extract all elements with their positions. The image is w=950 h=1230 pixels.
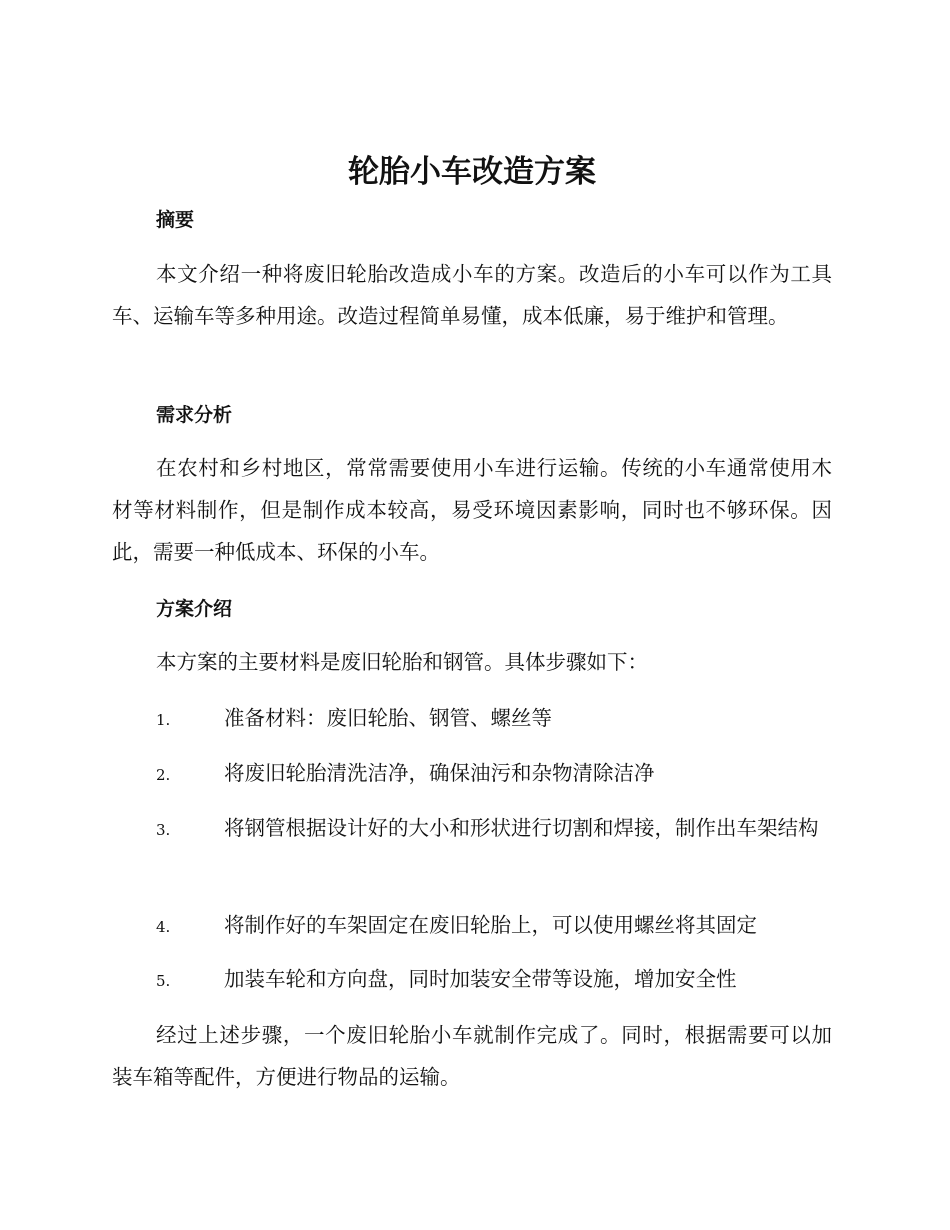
plan-heading: 方案介绍 <box>156 598 233 620</box>
list-item-text: 将钢管根据设计好的大小和形状进行切割和焊接，制作出车架结构 <box>224 816 819 840</box>
list-item-number: 4. <box>156 918 171 936</box>
list-item-number: 5. <box>156 972 171 990</box>
plan-intro: 本方案的主要材料是废旧轮胎和钢管。具体步骤如下： <box>156 650 648 674</box>
list-item <box>112 697 832 741</box>
document-title: 轮胎小车改造方案 <box>348 154 596 190</box>
plan-conclusion: 经过上述步骤，一个废旧轮胎小车就制作完成了。同时，根据需要可以加装车箱等配件，方便进行物品的运输。 <box>112 1023 832 1089</box>
abstract-heading: 摘要 <box>156 209 195 231</box>
list-item <box>112 807 832 851</box>
list-item-number: 3. <box>156 821 171 839</box>
list-item-text: 将制作好的车架固定在废旧轮胎上，可以使用螺丝将其固定 <box>224 913 757 937</box>
requirements-paragraph: 在农村和乡村地区，常常需要使用小车进行运输。传统的小车通常使用木材等材料制作，但是制作成本较高，易受环境因素影响，同时也不够环保。因此，需要一种低成本、环保的小车。 <box>112 456 832 564</box>
abstract-paragraph: 本文介绍一种将废旧轮胎改造成小车的方案。改造后的小车可以作为工具车、运输车等多种用途。改造过程简单易懂，成本低廉，易于维护和管理。 <box>112 262 832 328</box>
list-item-number: 1. <box>156 711 171 729</box>
requirements-heading: 需求分析 <box>156 404 233 426</box>
list-item <box>112 958 832 1002</box>
list-item <box>112 904 832 948</box>
list-item-text: 加装车轮和方向盘，同时加装安全带等设施，增加安全性 <box>224 967 737 991</box>
list-item-text: 将废旧轮胎清洗洁净，确保油污和杂物清除洁净 <box>224 761 655 785</box>
list-item <box>112 752 832 796</box>
list-item-number: 2. <box>156 766 171 784</box>
list-item-text: 准备材料：废旧轮胎、钢管、螺丝等 <box>224 706 552 730</box>
